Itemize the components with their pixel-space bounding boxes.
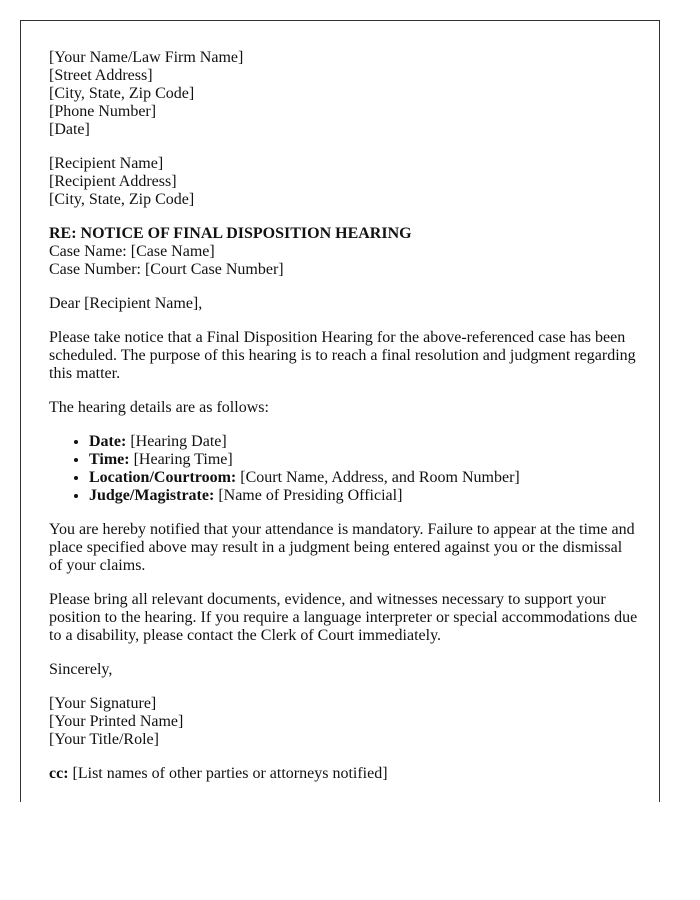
hearing-details-list (49, 433, 639, 505)
sender-city-state-zip: [City, State, Zip Code] (49, 85, 195, 102)
printed-name: [Your Printed Name] (49, 713, 184, 730)
recipient-city-state-zip: [City, State, Zip Code] (49, 191, 195, 208)
detail-item-time (89, 451, 639, 469)
sender-phone: [Phone Number] (49, 103, 157, 120)
detail-value: [Court Name, Address, and Room Number] (236, 469, 520, 486)
subject-block (49, 225, 639, 279)
detail-label: Location/Courtroom: (89, 469, 237, 486)
letter-page (20, 20, 660, 802)
details-intro: The hearing details are as follows: (49, 399, 269, 416)
recipient-address: [Recipient Address] (49, 173, 177, 190)
sender-street: [Street Address] (49, 67, 153, 84)
cc-line (49, 765, 639, 783)
signature-line: [Your Signature] (49, 695, 157, 712)
salutation: Dear [Recipient Name], (49, 295, 203, 312)
detail-value: [Hearing Date] (126, 433, 227, 450)
valediction: Sincerely, (49, 661, 113, 678)
sender-block (49, 49, 639, 139)
signature-block (49, 695, 639, 749)
case-name: Case Name: [Case Name] (49, 243, 215, 260)
detail-label: Date: (89, 433, 127, 450)
detail-item-judge (89, 487, 639, 505)
title-role: [Your Title/Role] (49, 731, 159, 748)
documents-paragraph: Please bring all relevant documents, evidence, and witnesses necessary to support your position to the hearing. If you require a language interpreter or special accommodations due to a disability, please contact the Clerk of Court immediately. (49, 591, 638, 644)
letter-date: [Date] (49, 121, 90, 138)
letter-body (49, 49, 639, 799)
intro-paragraph: Please take notice that a Final Disposition Hearing for the above-referenced case has been scheduled. The purpose of this hearing is to reach a final resolution and judgment regarding this matter. (49, 329, 636, 382)
attendance-paragraph: You are hereby notified that your attendance is mandatory. Failure to appear at the time and place specified above may result in a judgment being entered against you or the dismissal of your claims. (49, 521, 635, 574)
sender-name: [Your Name/Law Firm Name] (49, 49, 244, 66)
detail-item-location (89, 469, 639, 487)
detail-value: [Name of Presiding Official] (214, 487, 403, 504)
detail-item-date (89, 433, 639, 451)
recipient-block (49, 155, 639, 209)
case-number: Case Number: [Court Case Number] (49, 261, 284, 278)
cc-value: [List names of other parties or attorneys notified] (68, 765, 388, 782)
detail-label: Time: (89, 451, 130, 468)
detail-value: [Hearing Time] (129, 451, 233, 468)
detail-label: Judge/Magistrate: (89, 487, 215, 504)
cc-label: cc: (49, 765, 69, 782)
recipient-name: [Recipient Name] (49, 155, 164, 172)
re-line: RE: NOTICE OF FINAL DISPOSITION HEARING (49, 225, 412, 242)
